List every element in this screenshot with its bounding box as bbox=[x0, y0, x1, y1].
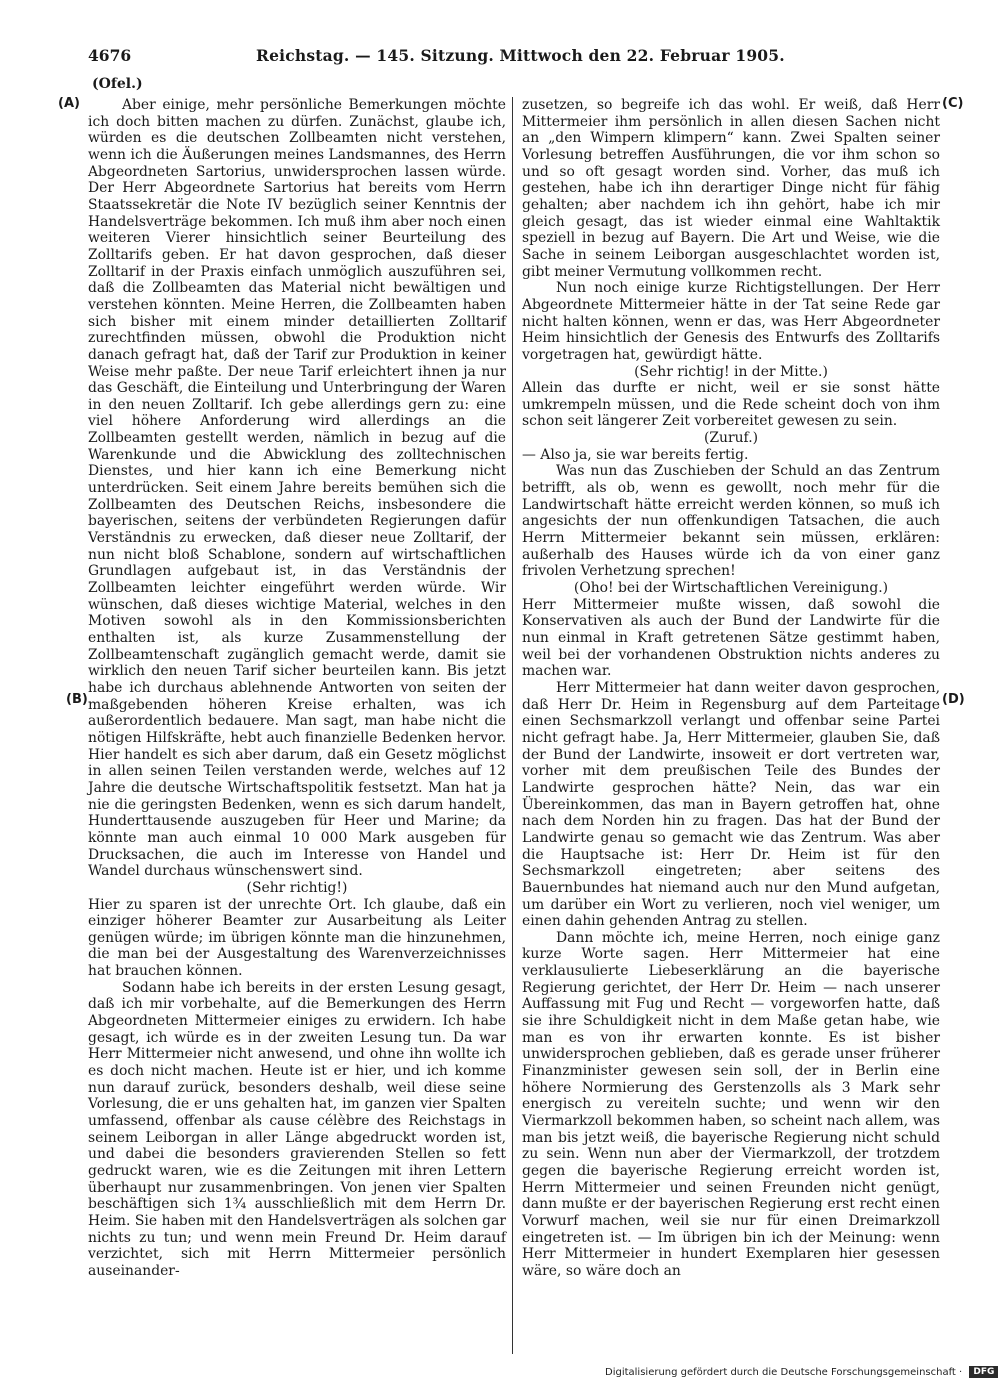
paragraph: Sodann habe ich bereits in der ersten Lesung gesagt, daß ich mir vorbehalte, auf die Bemerkungen des Herrn Abgeordneten Mittermeier einiges zu erwidern. Ich habe gesagt, ich würde es in der zweiten Lesung tun. Da war Herr Mittermeier nicht anwesend, und ohne ihn wollte ich es doch nicht machen. Heute ist er hier, und ich komme nun darauf zurück, besonders deshalb, weil diese seine Vorlesung, die er uns gehalten hat, im ganzen vier Spalten umfassend, offenbar als cause célèbre des Reichstags in seinem Leiborgan in aller Länge abgedruckt worden ist, und dabei die besonders gravierenden Stellen so fett gedruckt waren, wie es die Zeitungen mit ihren Lettern überhaupt nur zusammenbringen. Von jenen vier Spalten beschäftigen sich 1¾ ausschließlich mit dem Herrn Dr. Heim. Sie haben mit den Handelsverträgen als solchen gar nichts zu tun; und wenn mein Freund Dr. Heim darauf verzichtet, sich mit Herrn Mittermeier persönlich auseinander- bbox=[88, 979, 506, 1279]
paragraph: Herr Mittermeier mußte wissen, daß sowohl die Konservativen als auch der Bund der Landwirte für die nun einmal in Kraft getretenen Sätze gestimmt haben, weil bei der vorhandenen Obstruktion nichts anderes zu machen war. bbox=[522, 596, 940, 680]
interjection: (Oho! bei der Wirtschaftlichen Vereinigung.) bbox=[573, 580, 889, 597]
paragraph: zusetzen, so begreife ich das wohl. Er weiß, daß Herr Mittermeier ihm persönlich in allen diesen Sachen nicht an „den Wimpern klimpern“ kann. Zwei Spalten seiner Vorlesung betreffen Ausführungen, die vor ihm schon so und so oft gesagt worden sind. Vorher, das muß ich gestehen, habe ich ihn derartiger Dinge nicht für fähig gehalten; aber nachdem ich ihn gehört, habe ich mir gleich gesagt, das ist wieder einmal eine Wahltaktik speziell in bezug auf Bayern. Die Art und Weise, wie die Sache in seinem Leiborgan ausgeschlachtet worden ist, gibt meiner Vermutung vollkommen recht. bbox=[522, 97, 940, 280]
paragraph: Dann möchte ich, meine Herren, noch einige ganz kurze Worte sagen. Herr Mittermeier hat eine verklausulierte Liebeserklärung an die bayerische Regierung gerichtet, der Herr Dr. Heim — nach unserer Auffassung mit Fug und Recht — vorgeworfen hatte, daß sie ihre Schuldigkeit nicht in dem Maße getan habe, wie man es von ihr erwarten konnte. Es ist bisher unwidersprochen geblieben, daß es gerade unser früherer Finanzminister gewesen sein soll, der in Berlin eine höhere Normierung des Gerstenzolls als 3 Mark sehr energisch zu vereiteln suchte; und wenn wir den Viermarkzoll bekommen haben, so scheint nach allem, was man bis jetzt weiß, die bayerische Regierung nicht schuld zu sein. Wenn nun aber der Viermarkzoll, der trotzdem gegen die bayerische Regierung erreicht worden ist, Herrn Mittermeier und seinen Freunden nicht genügt, dann mußte er der bayerischen Regierung erst recht einen Vorwurf machen, weil sie nur für einen Dreimarkzoll eingetreten ist. — Im übrigen bin ich der Meinung: wenn Herr Mittermeier in hundert Exemplaren hier gesessen wäre, so wäre doch an bbox=[522, 929, 940, 1279]
right-column bbox=[522, 97, 940, 1280]
margin-marker-d: (D) bbox=[942, 692, 965, 707]
margin-marker-c: (C) bbox=[942, 96, 964, 111]
paragraph: Herr Mittermeier hat dann weiter davon gesprochen, daß Herr Dr. Heim in Regensburg auf dem Parteitage einen Sechsmarkzoll verlangt und offenbar seine Partei nicht gefragt habe. Ja, Herr Mittermeier, glauben Sie, daß der Bund der Landwirte, insoweit er dort vertreten war, vorher mit dem preußischen Teile des Bundes der Landwirte gesprochen hätte? Nein, das war ein Übereinkommen, das man in Bayern getroffen hat, ohne nach dem Norden hin zu fragen. Das hat der Bund der Landwirte genau so gemacht wie das Zentrum. Was aber die Hauptsache ist: Herr Dr. Heim ist für den Sechsmarkzoll eingetreten; aber seitens des Bauernbundes hat niemand auch nur den Mund aufgetan, um darüber ein Wort zu verlieren, noch viel weniger, um einen dahin gehenden Antrag zu stellen. bbox=[522, 679, 940, 930]
left-column bbox=[88, 97, 506, 1280]
page-header bbox=[88, 46, 940, 70]
speaker-name: (Ofel.) bbox=[92, 76, 143, 92]
paragraph: Was nun das Zuschieben der Schuld an das Zentrum betrifft, als ob, wenn es gewollt, noch mehr für die Landwirtschaft hätte erreicht werden können, so muß ich angesichts der nun offenkundigen Tatsachen, die auch Herrn Mittermeier bekannt sein müssen, erklären: außerhalb des Hauses würde ich da von einer ganz frivolen Verhetzung sprechen! bbox=[522, 463, 940, 580]
margin-marker-a: (A) bbox=[58, 96, 80, 111]
paragraph: Allein das durfte er nicht, weil er sie sonst hätte umkrempeln müssen, und die Rede scheint doch von ihm schon seit längerer Zeit vorbereitet gewesen zu sein. bbox=[522, 380, 940, 430]
paragraph: Aber einige, mehr persönliche Bemerkungen möchte ich doch bitten machen zu dürfen. Zunächst, glaube ich, würden es die deutschen Zollbeamten nicht verstehen, wenn ich die Äußerungen meines Landsmannes, des Herrn Abgeordneten Sartorius, unwidersprochen lassen würde. Der Herr Abgeordnete Sartorius hat bereits vom Herrn Staatssekretär die Note IV bezüglich seiner Kenntnis der Handelsverträge bekommen. Ich muß ihm aber noch einen weiteren Vierer hinsichtlich seiner Beurteilung des Zolltarifs geben. Er hat davon gesprochen, daß dieser Zolltarif in der Praxis einfach unmöglich auszuführen sei, daß die Zollbeamten das Material nicht bewältigen und verstehen könnten. Meine Herren, die Zollbeamten haben sich bisher mit einem minder detaillierten Zolltarif zurechtfinden müssen, obwohl die Produktion nicht danach gefragt hat, daß der Tarif zur Produktion in keiner Weise mehr paßte. Der neue Tarif erleichtert ihnen ja nur das Geschäft, die Einteilung und Unterbringung der Waren in den neuen Zolltarif. Ich gebe allerdings gern zu: eine viel höhere Anforderung wird allerdings an die Zollbeamten gestellt werden, nämlich in bezug auf die Warenkunde und die Abwicklung des zolltechnischen Dienstes, und hier kann ich eine Bemerkung nicht unterdrücken. Seit einem Jahre bereits bemühen sich die Zollbeamten des Deutschen Reichs, insbesondere die bayerischen, seitens der verbündeten Regierungen dafür Verständnis zu erwecken, daß dieser neue Zolltarif, der nun nicht bloß Schablone, sondern auf wirtschaftlichen Grundlagen aufgebaut ist, in das Verständnis der Zollbeamten leichter eingeführt werden würde. Wir wünschen, daß dieses wichtige Material, welches in den Motiven sowohl als in den Kommissionsberichten enthalten ist, als kurze Zusammenstellung der Zollbeamtenschaft zugänglich gemacht werde, damit sie wirklich den neuen Tarif sicher beurteilen kann. Bis jetzt habe ich durchaus ablehnende Antworten von seiten der maßgebenden höheren Kreise erhalten, was ich außerordentlich bedauere. Man sagt, man habe nicht die nötigen Hilfskräfte, hebt auch finanzielle Bedenken hervor. Hier handelt es sich aber darum, daß ein Gesetz möglichst in allen seinen Teilen verstanden werde, welches auf 12 Jahre die deutsche Wirtschaftspolitik festsetzt. Man hat ja nie die geringsten Bedenken, wenn es sich darum handelt, Hunderttausende auszugeben für Heer und Marine; da könnte man auch einmal 10 000 Mark ausgeben für Drucksachen, die auch im Interesse von Handel und Wandel durchaus wünschenswert sind. bbox=[88, 97, 506, 880]
paragraph: Nun noch einige kurze Richtigstellungen. Der Herr Abgeordnete Mittermeier hätte in der Tat seine Rede gar nicht halten können, wenn er das, was Herr Abgeordneter Heim hinsichtlich der Genesis des Entwurfs des Zolltarifs vorgetragen hat, gewürdigt hätte. bbox=[522, 280, 940, 363]
footer-credit-text: Digitalisierung gefördert durch die Deutsche Forschungsgemeinschaft bbox=[605, 1367, 956, 1378]
page-number: 4676 bbox=[88, 46, 132, 65]
running-title: Reichstag. — 145. Sitzung. Mittwoch den 22. Februar 1905. bbox=[256, 46, 785, 65]
interjection: (Sehr richtig!) bbox=[246, 879, 348, 896]
footer-credit: Digitalisierung gefördert durch die Deutsche Forschungsgemeinschaft · DFG bbox=[605, 1366, 998, 1378]
interjection: (Sehr richtig! in der Mitte.) bbox=[634, 363, 828, 380]
column-rule bbox=[512, 97, 513, 1354]
paragraph: — Also ja, sie war bereits fertig. bbox=[522, 446, 749, 463]
margin-marker-b: (B) bbox=[66, 692, 88, 707]
paragraph: Hier zu sparen ist der unrechte Ort. Ich glaube, daß ein einziger höherer Beamter zur Ausarbeitung als Leiter genügen würde; im übrigen könnte man die hinzunehmen, die man bei der Ausgestaltung des Warenverzeichnisses hat brauchen können. bbox=[88, 896, 506, 980]
dfg-logo: DFG bbox=[969, 1366, 998, 1378]
interjection: (Zuruf.) bbox=[703, 430, 759, 447]
